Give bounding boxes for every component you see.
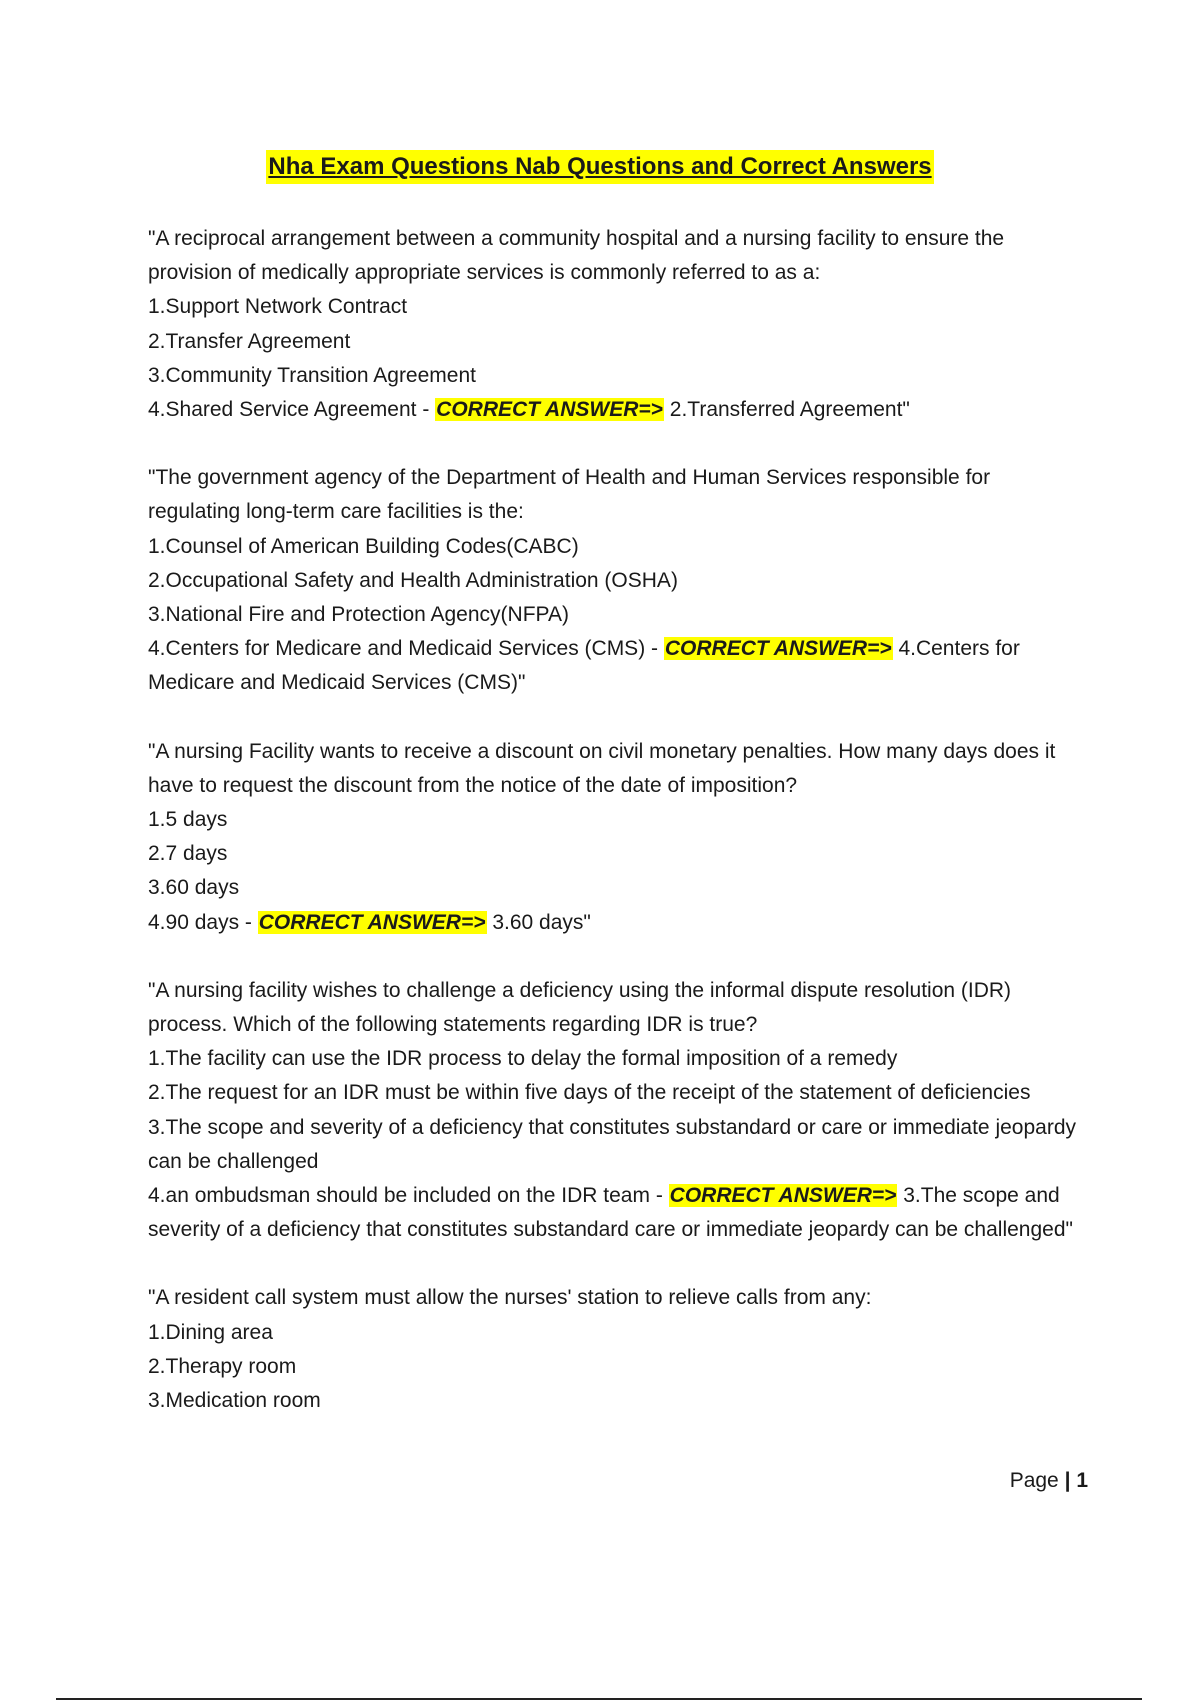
questions-list — [148, 222, 1088, 1452]
correct-answer-text: 2.Transferred Agreement" — [669, 398, 910, 422]
question-option: 1.The facility can use the IDR process to delay the formal imposition of a remedy — [148, 1047, 898, 1071]
question-option: 2.The request for an IDR must be within five days of the receipt of the statement of deficiencies — [148, 1081, 1031, 1105]
page-number: 1 — [1076, 1469, 1088, 1492]
question-option: 2.Occupational Safety and Health Administration (OSHA) — [148, 568, 678, 592]
document-title: Nha Exam Questions Nab Questions and Correct Answers — [266, 150, 933, 184]
page-separator: | — [1064, 1469, 1071, 1492]
correct-answer-marker: CORRECT ANSWER=> — [258, 910, 486, 934]
question-option: 3.The scope and severity of a deficiency that constitutes substandard or care or immediate jeopardy can be challenged — [148, 1115, 1076, 1173]
question-stem: "A nursing Facility wants to receive a discount on civil monetary penalties. How many days does it have to request the discount from the notice of the date of imposition? — [148, 739, 1056, 797]
question-option-last — [148, 393, 1088, 427]
question-option: 1.Dining area — [148, 1320, 273, 1344]
question-block — [148, 974, 1088, 1248]
question-option-last — [148, 1179, 1088, 1247]
question-block — [148, 1281, 1088, 1418]
question-stem: "A resident call system must allow the nurses' station to relieve calls from any: — [148, 1286, 872, 1310]
correct-answer-text: 4.Centers for Medicare and Medicaid Services (CMS)" — [148, 637, 1020, 695]
question-stem: "A reciprocal arrangement between a community hospital and a nursing facility to ensure the provision of medically appropriate services is commonly referred to as a: — [148, 227, 1005, 285]
question-option: 2.7 days — [148, 842, 228, 866]
question-stem: "A nursing facility wishes to challenge a deficiency using the informal dispute resolution (IDR) process. Which of the following statements regarding IDR is true? — [148, 978, 1012, 1037]
option-text: 4.Centers for Medicare and Medicaid Services (CMS) - — [148, 637, 659, 661]
question-stem: "The government agency of the Department of Health and Human Services responsible for regulating long-term care facilities is the: — [148, 466, 991, 524]
question-block — [148, 735, 1088, 940]
correct-answer-marker: CORRECT ANSWER=> — [664, 637, 892, 661]
page-footer — [1010, 1466, 1088, 1496]
correct-answer-marker: CORRECT ANSWER=> — [436, 398, 663, 422]
correct-answer-marker: CORRECT ANSWER=> — [669, 1184, 897, 1208]
question-option: 1.5 days — [148, 808, 228, 832]
question-option: 3.Community Transition Agreement — [148, 363, 476, 387]
question-option: 3.60 days — [148, 876, 240, 900]
correct-answer-text: 3.60 days" — [492, 910, 591, 934]
option-text: 4.90 days - — [148, 910, 252, 934]
question-block — [148, 222, 1088, 427]
option-text: 4.an ombudsman should be included on the IDR team - — [148, 1184, 663, 1208]
question-option: 1.Support Network Contract — [148, 295, 408, 319]
question-block — [148, 461, 1088, 700]
question-option: 2.Therapy room — [148, 1354, 297, 1378]
title-wrapper — [0, 150, 1200, 184]
question-option: 3.National Fire and Protection Agency(NFPA) — [148, 603, 569, 627]
option-text: 4.Shared Service Agreement - — [148, 398, 430, 422]
question-option-last — [148, 906, 1088, 940]
page-label: Page — [1009, 1469, 1059, 1492]
correct-answer-text: 3.The scope and severity of a deficiency that constitutes substandard care or immediate jeopardy can be challenged" — [148, 1184, 1073, 1242]
question-option: 1.Counsel of American Building Codes(CABC) — [148, 534, 579, 558]
question-option: 2.Transfer Agreement — [148, 329, 351, 353]
question-option-last — [148, 632, 1088, 700]
question-option: 3.Medication room — [148, 1389, 321, 1413]
